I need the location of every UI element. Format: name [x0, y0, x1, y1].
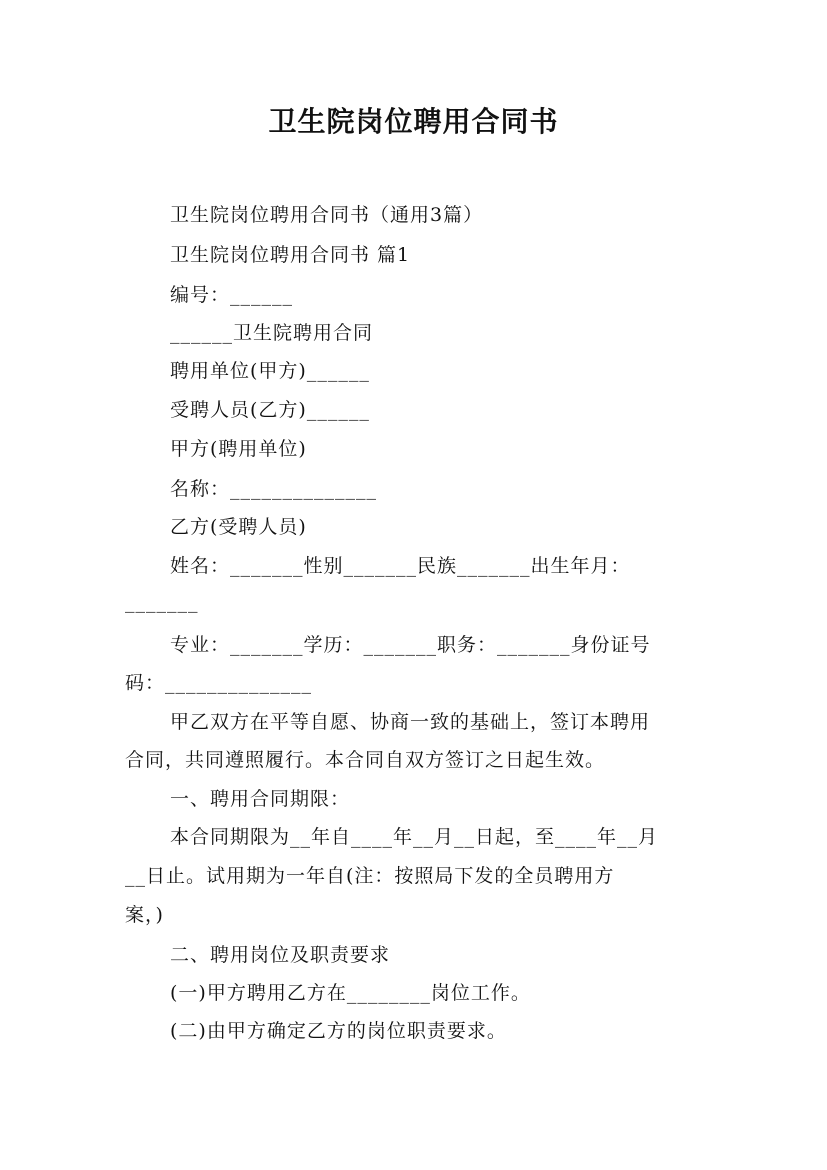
- id-number-line: 码：______________: [125, 672, 313, 694]
- term-paragraph-line1: 本合同期限为__年自____年__月__日起，至____年__月: [170, 826, 659, 848]
- party-a-name-line: 名称：______________: [170, 478, 378, 500]
- employer-line: 聘用单位(甲方)______: [170, 360, 370, 382]
- agreement-paragraph-line2: 合同，共同遵照履行。本合同自双方签订之日起生效。: [125, 749, 606, 771]
- agreement-paragraph-line1: 甲乙双方在平等自愿、协商一致的基础上，签订本聘用: [170, 711, 651, 733]
- document-title: 卫生院岗位聘用合同书: [268, 105, 559, 138]
- term-paragraph-line2: __日止。试用期为一年自(注：按照局下发的全员聘用方: [125, 865, 615, 887]
- term-paragraph-line3: 案，): [125, 904, 164, 926]
- position-item-2: (二)由甲方确定乙方的岗位职责要求。: [170, 1020, 507, 1042]
- party-a-heading: 甲方(聘用单位): [170, 438, 307, 460]
- birth-date-blank-line: _______: [125, 591, 199, 613]
- term-heading: 一、聘用合同期限：: [170, 788, 351, 810]
- position-item-1: (一)甲方聘用乙方在________岗位工作。: [170, 982, 531, 1004]
- personal-info-line: 姓名：_______性别_______民族_______出生年月：: [170, 555, 631, 577]
- section-heading: 卫生院岗位聘用合同书 篇1: [170, 244, 411, 266]
- contract-name-line: ______卫生院聘用合同: [170, 322, 374, 344]
- contract-number-line: 编号：______: [170, 284, 294, 306]
- subtitle-line: 卫生院岗位聘用合同书（通用3篇）: [170, 204, 484, 226]
- profession-line: 专业：_______学历：_______职务：_______身份证号: [170, 634, 651, 656]
- party-b-heading: 乙方(受聘人员): [170, 516, 307, 538]
- position-heading: 二、聘用岗位及职责要求: [170, 944, 391, 966]
- employee-line: 受聘人员(乙方)______: [170, 399, 370, 421]
